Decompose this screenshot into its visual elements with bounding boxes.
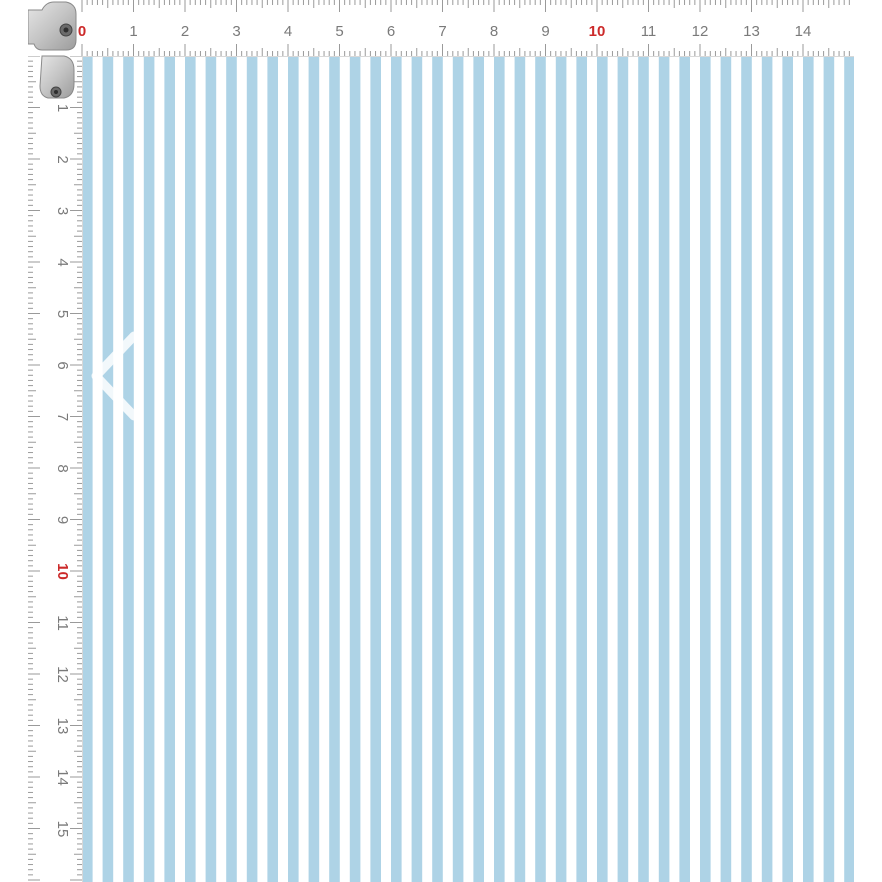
ruler-left-label: 8 bbox=[54, 464, 71, 473]
stripe bbox=[803, 56, 814, 882]
ruler-top-label: 12 bbox=[691, 23, 709, 40]
ruler-clip-icon bbox=[28, 0, 82, 113]
previous-image-button[interactable] bbox=[86, 330, 142, 422]
ruler-top-scale bbox=[28, 0, 854, 56]
ruler-top-label: 6 bbox=[386, 23, 396, 40]
stripe bbox=[432, 56, 443, 882]
stripe bbox=[247, 56, 258, 882]
stripe bbox=[103, 56, 114, 882]
ruler-left-label: 3 bbox=[54, 206, 71, 216]
stripe bbox=[164, 56, 175, 882]
ruler-left bbox=[28, 56, 83, 882]
ruler-top-label: 3 bbox=[232, 23, 241, 40]
stripe bbox=[556, 56, 567, 882]
stripe bbox=[267, 56, 278, 882]
ruler-top-label: 0 bbox=[77, 23, 87, 40]
ruler-left-label: 7 bbox=[54, 412, 71, 422]
ruler-top-label: 8 bbox=[489, 23, 499, 40]
ruler-top-label: 1 bbox=[129, 23, 138, 40]
ruler-left-label: 11 bbox=[54, 615, 71, 631]
stripe bbox=[412, 56, 423, 882]
ruler-top-label: 4 bbox=[283, 23, 293, 40]
ruler-top-label: 7 bbox=[438, 23, 447, 40]
ruler-top-label: 2 bbox=[180, 23, 190, 40]
stripe bbox=[391, 56, 402, 882]
stripe bbox=[576, 56, 587, 882]
stripe bbox=[618, 56, 629, 882]
ruler-left-label: 4 bbox=[54, 258, 71, 267]
stripe bbox=[288, 56, 299, 882]
stripe bbox=[370, 56, 381, 882]
fabric-swatch bbox=[82, 56, 854, 882]
stripe bbox=[473, 56, 484, 882]
stripe bbox=[144, 56, 155, 882]
stripe bbox=[206, 56, 217, 882]
chevron-left-icon bbox=[86, 330, 142, 422]
stripe bbox=[329, 56, 340, 882]
stripe bbox=[185, 56, 196, 882]
stripe bbox=[782, 56, 793, 882]
ruler-left-label: 6 bbox=[54, 361, 71, 370]
ruler-top-label: 13 bbox=[743, 23, 760, 40]
ruler-left-label: 1 bbox=[54, 103, 71, 113]
stripe bbox=[741, 56, 752, 882]
ruler-top-label: 5 bbox=[335, 23, 344, 40]
stripe bbox=[844, 56, 854, 882]
stripe bbox=[123, 56, 134, 882]
stripe bbox=[350, 56, 361, 882]
ruler-left-label: 14 bbox=[54, 769, 71, 786]
stripe bbox=[659, 56, 670, 882]
ruler-top-label: 11 bbox=[640, 23, 657, 40]
stripe bbox=[535, 56, 546, 882]
stripe bbox=[638, 56, 649, 882]
ruler-left-label: 2 bbox=[54, 155, 71, 164]
ruler-left-label: 10 bbox=[54, 563, 71, 580]
stripe bbox=[82, 56, 93, 882]
ruler-left-label: 12 bbox=[54, 666, 71, 683]
stripe-pattern bbox=[82, 56, 854, 882]
stripe bbox=[700, 56, 711, 882]
stripe bbox=[515, 56, 526, 882]
ruler-left-label: 13 bbox=[54, 717, 71, 735]
stripe bbox=[721, 56, 732, 882]
stripe bbox=[597, 56, 608, 882]
stripe bbox=[824, 56, 835, 882]
stripe bbox=[679, 56, 690, 882]
stripe bbox=[309, 56, 320, 882]
ruler-left-scale bbox=[28, 56, 82, 882]
ruler-left-label: 5 bbox=[54, 309, 71, 319]
stripe bbox=[494, 56, 505, 882]
ruler-top-label: 10 bbox=[588, 23, 606, 40]
ruler-left-label: 15 bbox=[54, 820, 71, 838]
ruler-left-label: 9 bbox=[54, 515, 71, 525]
stripe bbox=[453, 56, 464, 882]
stripe bbox=[762, 56, 773, 882]
ruler-top-label: 14 bbox=[794, 23, 812, 40]
ruler-top bbox=[28, 0, 854, 57]
ruler-clip bbox=[28, 0, 82, 113]
ruler-top-label: 9 bbox=[541, 23, 550, 40]
stripe bbox=[226, 56, 237, 882]
